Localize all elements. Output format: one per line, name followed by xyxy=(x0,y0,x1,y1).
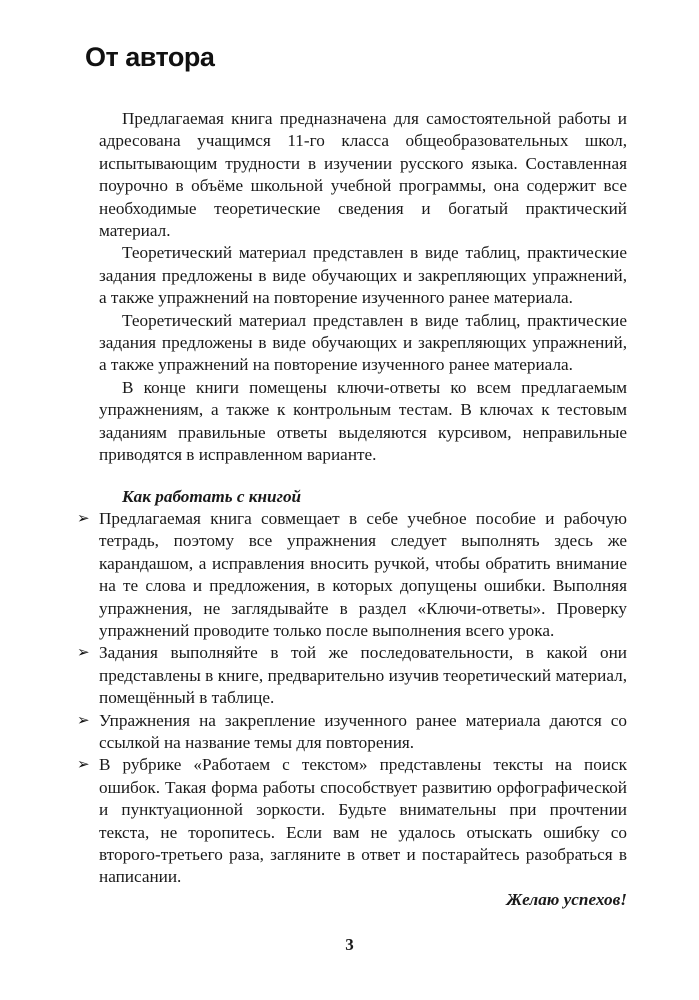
list-item-text: Упражнения на закрепление изученного ранее материала даются со ссылкой на название темы для повторения. xyxy=(99,710,627,752)
howto-section xyxy=(77,486,627,889)
arrow-bullet-icon: ➢ xyxy=(77,645,90,662)
howto-list xyxy=(77,508,627,889)
page-number: 3 xyxy=(345,935,354,954)
page-title: От автора xyxy=(85,42,215,72)
list-item-text: В рубрике «Работаем с текстом» представлены тексты на поиск ошибок. Такая форма работы способствует развитию орфографической и пунктуационной зоркости. Будьте внимательны при прочтении текста, не торопитесь. Если вам не удалось отыскать ошибку со второго-третьего раза, загляните в ответ и постарайтесь разобраться в написании. xyxy=(99,755,627,887)
list-item xyxy=(77,508,627,642)
closing-wish: Желаю успехов! xyxy=(506,889,627,909)
howto-heading: Как работать с книгой xyxy=(122,486,302,506)
list-item-text: Предлагаемая книга совмещает в себе учебное пособие и рабочую тетрадь, поэтому все упражнения следует выполнять здесь же карандашом, а исправления вносить ручкой, чтобы обратить внимание на те слова и предложения, в которых допущены ошибки. Выполняя упражнения, не заглядывайте в раздел «Ключи-ответы». Проверку упражнений проводите только после выполнения всего урока. xyxy=(99,508,627,640)
list-item xyxy=(77,642,627,709)
paragraph-3: Теоретический материал представлен в виде таблиц, практические задания предложены в виде обучающих и закрепляющих упражнений, а также упражнений на повторение изученного ранее материала. xyxy=(99,310,627,375)
list-item-text: Задания выполняйте в той же последовательности, в какой они представлены в книге, предварительно изучив теоретический материал, помещённый в таблице. xyxy=(99,643,627,708)
list-item xyxy=(77,754,627,888)
paragraph-1: Предлагаемая книга предназначена для самостоятельной работы и адресована учащимся 11-го класса общеобразовательных школ, испытывающим трудности в изучении русского языка. Составленная поурочно в объёме школьной учебной программы, она содержит все необходимые теоретические сведения и богатый практический материал. xyxy=(99,109,627,241)
list-item xyxy=(77,710,627,755)
main-text xyxy=(77,108,627,911)
arrow-bullet-icon: ➢ xyxy=(77,757,90,774)
paragraph-4: В конце книги помещены ключи-ответы ко всем предлагаемым упражнениям, а также к контрольным тестам. В ключах к тестовым заданиям правильные ответы выделяются курсивом, неправильные приводятся в исправленном варианте. xyxy=(99,377,627,465)
arrow-bullet-icon: ➢ xyxy=(77,510,90,527)
paragraph-2: Теоретический материал представлен в виде таблиц, практические задания предложены в виде обучающих и закрепляющих упражнений, а также упражнений на повторение изученного ранее материала. xyxy=(99,243,627,308)
arrow-bullet-icon: ➢ xyxy=(77,712,90,729)
